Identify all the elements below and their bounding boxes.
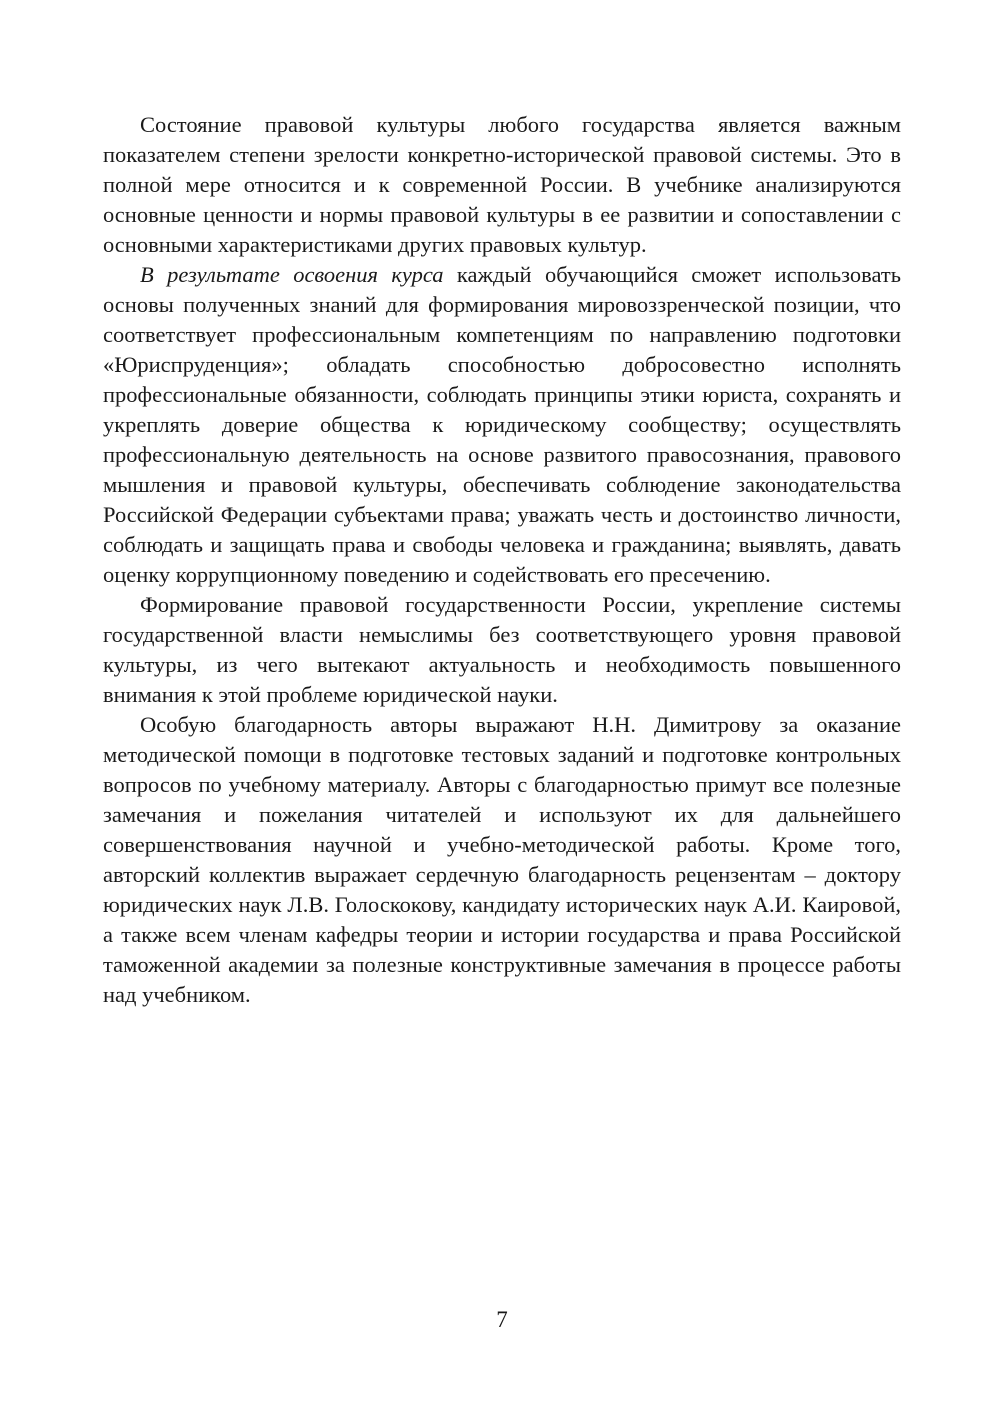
paragraph-text: Состояние правовой культуры любого государства является важным показателем степени зрелости конкретно-исторической правовой системы. Это в полной мере относится и к современной России. В учебнике анализируются основные ценности и нормы правовой культуры в ее развитии и сопоставлении с основными характеристиками других правовых культур.	[103, 112, 901, 257]
paragraph-legal-culture-state	[103, 110, 901, 260]
paragraph-course-results	[103, 260, 901, 590]
paragraph-text: Формирование правовой государственности России, укрепление системы государственной власти немыслимы без соответствующего уровня правовой культуры, из чего вытекают актуальность и необходимость повышенного внимания к этой проблеме юридической науки.	[103, 592, 901, 707]
page-body	[103, 110, 901, 1010]
paragraph-legal-statehood	[103, 590, 901, 710]
page-number: 7	[496, 1307, 508, 1332]
paragraph-text: каждый обучающийся сможет использовать основы полученных знаний для формирования мировоззренческой позиции, что соответствует профессиональным компетенциям по направлению подготовки «Юриспруденция»; обладать способностью добросовестно исполнять профессиональные обязанности, соблюдать принципы этики юриста, сохранять и укреплять доверие общества к юридическому сообществу; осуществлять профессиональную деятельность на основе развитого правосознания, правового мышления и правовой культуры, обеспечивать соблюдение законодательства Российской Федерации субъектами права; уважать честь и достоинство личности, соблюдать и защищать права и свободы человека и гражданина; выявлять, давать оценку коррупционному поведению и содействовать его пресечению.	[103, 262, 901, 587]
paragraph-acknowledgements	[103, 710, 901, 1010]
paragraph-italic-lead: В результате освоения курса	[140, 262, 444, 287]
paragraph-text: Особую благодарность авторы выражают Н.Н. Димитрову за оказание методической помощи в подготовке тестовых заданий и подготовке контрольных вопросов по учебному материалу. Авторы с благодарностью примут все полезные замечания и пожелания читателей и используют их для дальнейшего совершенствования научной и учебно-методической работы. Кроме того, авторский коллектив выражает сердечную благодарность рецензентам – доктору юридических наук Л.В. Голоскокову, кандидату исторических наук А.И. Каировой, а также всем членам кафедры теории и истории государства и права Российской таможенной академии за полезные конструктивные замечания в процессе работы над учебником.	[103, 712, 901, 1007]
